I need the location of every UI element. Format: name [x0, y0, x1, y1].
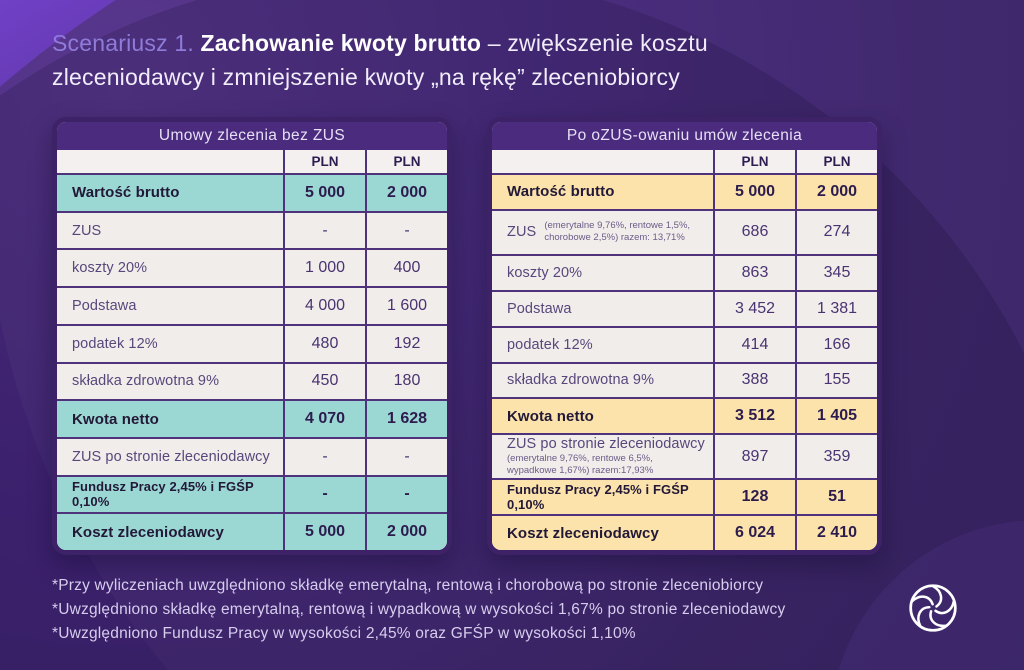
row-label: Podstawa	[507, 300, 572, 317]
cell-value: 2 000	[795, 175, 877, 209]
table-row	[57, 173, 447, 211]
cell-value: 359	[795, 435, 877, 478]
table-title: Umowy zlecenia bez ZUS	[57, 122, 447, 150]
cell-value: 1 600	[365, 288, 447, 324]
column-header-empty	[492, 150, 713, 173]
row-label: składka zdrowotna 9%	[72, 373, 220, 390]
footnote-line: *Uwzględniono składkę emerytalną, rentową i wypadkową w wysokości 1,67% po stronie zleceniodawcy	[52, 601, 786, 618]
table-row	[492, 209, 877, 254]
cell-value: 897	[713, 435, 795, 478]
table-row	[492, 173, 877, 209]
row-label-cell	[57, 439, 283, 475]
table-row	[492, 254, 877, 290]
cell-value: 480	[283, 326, 365, 362]
row-label-cell	[492, 256, 713, 290]
cell-value: 5 000	[283, 175, 365, 211]
row-label-cell	[492, 435, 713, 478]
table-row	[492, 362, 877, 398]
cell-value: 414	[713, 328, 795, 362]
table-row	[492, 397, 877, 433]
table-row	[57, 399, 447, 437]
row-label-cell	[57, 364, 283, 400]
title-emphasis: Zachowanie kwoty brutto	[200, 30, 482, 56]
column-header-pln-1: PLN	[713, 150, 795, 173]
cell-value: 345	[795, 256, 877, 290]
cell-value: 166	[795, 328, 877, 362]
row-label: Koszt zleceniodawcy	[72, 523, 224, 541]
cell-value: 5 000	[713, 175, 795, 209]
cell-value: -	[365, 477, 447, 513]
cell-value: 2 000	[365, 514, 447, 550]
table-row	[492, 290, 877, 326]
row-label: Kwota netto	[72, 410, 159, 428]
table-umowy-bez-zus	[52, 117, 452, 555]
table-row	[57, 512, 447, 550]
table-row	[57, 362, 447, 400]
column-header-pln-2: PLN	[365, 150, 447, 173]
column-header-pln-2: PLN	[795, 150, 877, 173]
row-label-cell	[492, 399, 713, 433]
table-body	[57, 150, 447, 550]
cell-value: 51	[795, 480, 877, 514]
table-row	[57, 248, 447, 286]
row-label-cell	[492, 292, 713, 326]
table-row	[492, 514, 877, 550]
footnotes	[52, 574, 785, 646]
row-label: podatek 12%	[507, 336, 593, 353]
row-label-cell	[57, 288, 283, 324]
column-header-pln-1: PLN	[283, 150, 365, 173]
row-label-cell	[492, 516, 713, 550]
row-label: Fundusz Pracy 2,45% i FGŚP 0,10%	[72, 479, 254, 510]
cell-value: 450	[283, 364, 365, 400]
cell-value: 400	[365, 250, 447, 286]
footnote-line: *Uwzględniono Fundusz Pracy w wysokości 2,45% oraz GFŚP w wysokości 1,10%	[52, 625, 636, 642]
cell-value: 155	[795, 364, 877, 398]
row-sublabel: (emerytalne 9,76%, rentowe 1,5%, chorobowe 2,5%) razem: 13,71%	[544, 220, 691, 244]
row-label-cell	[492, 175, 713, 209]
table-row	[492, 433, 877, 478]
page-title	[52, 26, 952, 94]
cell-value: -	[283, 439, 365, 475]
table-row	[57, 324, 447, 362]
title-scenario-label: Scenariusz 1.	[52, 30, 201, 56]
row-label-cell	[57, 326, 283, 362]
row-label: Podstawa	[72, 297, 137, 314]
cell-value: 1 000	[283, 250, 365, 286]
column-header-row	[57, 150, 447, 173]
row-label-cell	[57, 213, 283, 249]
table-row	[57, 286, 447, 324]
cell-value: -	[283, 477, 365, 513]
table-row	[57, 475, 447, 513]
cell-value: 6 024	[713, 516, 795, 550]
table-title: Po oZUS-owaniu umów zlecenia	[492, 122, 877, 150]
cell-value: 274	[795, 211, 877, 254]
table-row	[57, 437, 447, 475]
row-sublabel: (emerytalne 9,76%, rentowe 6,5%, wypadkowe 1,67%) razem:17,93%	[507, 452, 654, 477]
cell-value: 3 452	[713, 292, 795, 326]
table-po-ozusowaniu	[487, 117, 882, 555]
row-label: Kwota netto	[507, 407, 594, 425]
cell-value: 4 000	[283, 288, 365, 324]
cell-value: 4 070	[283, 401, 365, 437]
row-label-cell	[492, 364, 713, 398]
row-label-cell	[57, 175, 283, 211]
row-label-cell	[57, 401, 283, 437]
row-label-cell	[57, 477, 283, 513]
column-header-row	[492, 150, 877, 173]
row-label-cell	[492, 328, 713, 362]
row-label-cell	[492, 211, 713, 254]
cell-value: 1 381	[795, 292, 877, 326]
row-label: koszty 20%	[507, 264, 583, 281]
title-rest-line1: – zwiększenie kosztu	[487, 30, 708, 56]
table-row	[57, 211, 447, 249]
cell-value: 128	[713, 480, 795, 514]
cell-value: 180	[365, 364, 447, 400]
row-label: Wartość brutto	[72, 184, 180, 202]
swirl-logo-icon	[907, 582, 959, 634]
row-label: podatek 12%	[72, 335, 158, 352]
row-label: Koszt zleceniodawcy	[507, 524, 659, 542]
row-label-cell	[57, 250, 283, 286]
row-label: Fundusz Pracy 2,45% i FGŚP 0,10%	[507, 482, 689, 513]
row-label: ZUS	[507, 224, 537, 241]
row-label-cell	[492, 480, 713, 514]
row-label-cell	[57, 514, 283, 550]
cell-value: -	[283, 213, 365, 249]
cell-value: 5 000	[283, 514, 365, 550]
footnote-line: *Przy wyliczeniach uwzględniono składkę emerytalną, rentową i chorobową po stronie zleceniobiorcy	[52, 577, 764, 594]
row-label: Wartość brutto	[507, 183, 615, 201]
cell-value: -	[365, 213, 447, 249]
cell-value: 1 628	[365, 401, 447, 437]
row-label: ZUS po stronie zleceniodawcy	[507, 435, 705, 452]
cell-value: 2 000	[365, 175, 447, 211]
row-label: ZUS po stronie zleceniodawcy	[72, 448, 270, 465]
cell-value: 3 512	[713, 399, 795, 433]
row-label: ZUS	[72, 222, 102, 239]
column-header-empty	[57, 150, 283, 173]
cell-value: 192	[365, 326, 447, 362]
table-row	[492, 326, 877, 362]
row-label: składka zdrowotna 9%	[507, 372, 655, 389]
cell-value: 686	[713, 211, 795, 254]
row-label: koszty 20%	[72, 260, 148, 277]
cell-value: 1 405	[795, 399, 877, 433]
table-body	[492, 150, 877, 550]
cell-value: 388	[713, 364, 795, 398]
cell-value: 2 410	[795, 516, 877, 550]
table-row	[492, 478, 877, 514]
cell-value: 863	[713, 256, 795, 290]
title-rest-line2: zleceniodawcy i zmniejszenie kwoty „na rękę” zleceniobiorcy	[52, 64, 680, 90]
cell-value: -	[365, 439, 447, 475]
